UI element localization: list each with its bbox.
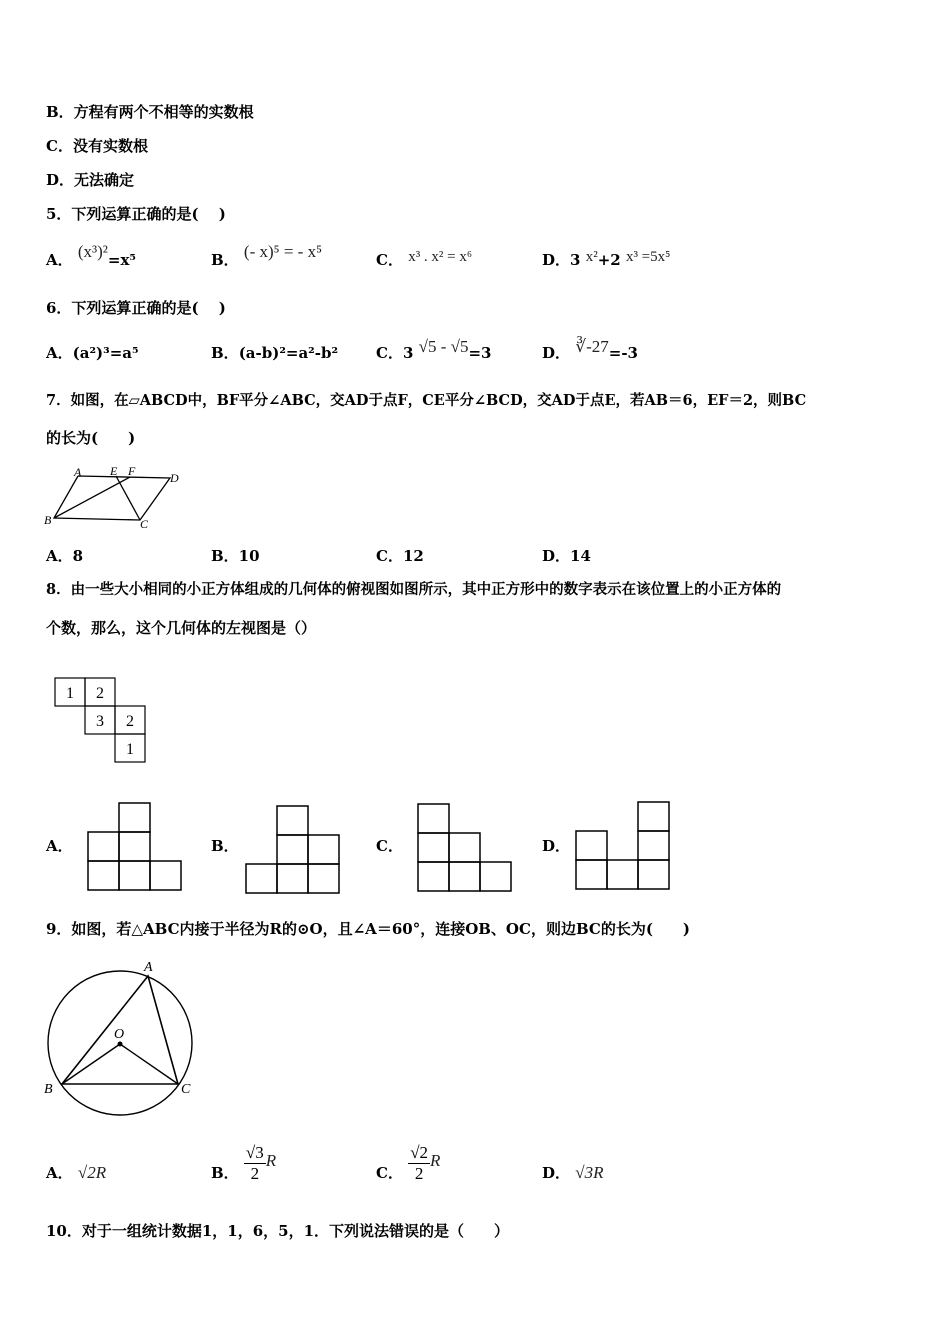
math-rhs: =x⁵ xyxy=(107,251,136,269)
q9-option-c xyxy=(376,1142,441,1184)
q5-stem: 5．下列运算正确的是( ) xyxy=(46,205,226,223)
math-rhs: =3 xyxy=(468,344,492,362)
math-expr: x² xyxy=(585,249,598,265)
grid-number: 2 xyxy=(96,685,104,702)
q5-option-c xyxy=(376,250,472,271)
q6-option-b xyxy=(211,343,338,363)
option-label: C． xyxy=(376,251,403,269)
math-expr: (a²)³=a⁵ xyxy=(72,344,139,362)
label-b: B xyxy=(44,1082,53,1097)
q10-stem: 10．对于一组统计数据1，1，6，5，1．下列说法错误的是（ ） xyxy=(46,1222,510,1240)
fraction-denominator: 2 xyxy=(250,1163,260,1183)
q6-option-d xyxy=(542,337,638,363)
q4-option-b: B．方程有两个不相等的实数根 xyxy=(46,103,254,121)
option-label: D． xyxy=(542,1164,571,1182)
math-expr: √3R xyxy=(575,1163,604,1182)
label-c: C xyxy=(140,517,149,531)
math-expr: x³ =5x⁵ xyxy=(625,249,671,265)
q8-option-a-label: A． xyxy=(46,837,73,855)
label-e: E xyxy=(110,464,118,478)
option-label: D． xyxy=(542,251,571,269)
math-expr: √2R xyxy=(77,1163,107,1182)
parallelogram-figure xyxy=(40,462,190,532)
math-expr: √5 - √5 xyxy=(418,337,469,356)
q7-option-a: A．8 xyxy=(46,547,84,565)
q7-option-d: D．14 xyxy=(542,547,591,565)
grid-number: 1 xyxy=(66,685,74,702)
q8-option-c-label: C． xyxy=(376,837,403,855)
math-expr: (a-b)²=a²-b² xyxy=(238,344,339,362)
option-label: B． xyxy=(211,251,239,269)
math-expr: x³ . x² = x⁶ xyxy=(408,249,473,265)
option-label: C． xyxy=(376,1164,403,1182)
option-label: A． xyxy=(46,1164,73,1182)
q9-stem: 9．如图，若△ABC内接于半径为R的⊙O，且∠A＝60°，连接OB、OC，则边BC的长为( ) xyxy=(46,920,691,938)
q5-option-b xyxy=(211,242,323,270)
q4-option-c: C．没有实数根 xyxy=(46,137,148,155)
fraction-numerator: √3 xyxy=(245,1142,264,1162)
q8-option-b-label: B． xyxy=(211,837,239,855)
q4-option-d: D．无法确定 xyxy=(46,171,135,189)
q6-option-a xyxy=(46,343,139,363)
option-label: D． xyxy=(542,344,571,362)
math-prefix: 3 xyxy=(570,251,581,269)
label-d: D xyxy=(170,471,179,485)
q7-option-c: C．12 xyxy=(376,547,424,565)
q7-stem-line1: 7．如图，在▱ABCD中，BF平分∠ABC，交AD于点F，CE平分∠BCD，交AD于点E，若AB＝6，EF＝2，则BC xyxy=(46,392,807,409)
label-f: F xyxy=(128,464,136,478)
option-label: A． xyxy=(46,344,73,362)
label-a: A xyxy=(144,960,153,975)
q7-option-b: B．10 xyxy=(211,547,260,565)
fraction xyxy=(244,1143,266,1184)
option-label: C． xyxy=(376,344,403,362)
grid-number: 3 xyxy=(96,713,104,730)
q5-option-a xyxy=(46,242,136,270)
label-o: O xyxy=(114,1027,125,1042)
option-label: A． xyxy=(46,251,73,269)
math-rhs: =-3 xyxy=(608,344,638,362)
option-label: B． xyxy=(211,1164,239,1182)
label-a: A xyxy=(74,465,82,479)
grid-number: 1 xyxy=(126,741,134,758)
q8-option-d-label: D． xyxy=(542,837,571,855)
q7-stem-line2: 的长为( ) xyxy=(46,429,136,447)
grid-number: 2 xyxy=(126,713,134,730)
top-view-grid xyxy=(53,676,149,766)
math-prefix: 3 xyxy=(402,344,414,362)
math-mid: +2 xyxy=(597,251,621,269)
math-expr: ∛-27 xyxy=(575,337,609,356)
q8-stem-line2: 个数，那么，这个几何体的左视图是（） xyxy=(46,619,317,637)
label-b: B xyxy=(44,513,52,527)
option-label: B． xyxy=(211,344,239,362)
q5-option-d xyxy=(542,250,670,271)
q8-option-c-figure xyxy=(416,802,514,894)
math-var: R xyxy=(430,1151,441,1170)
label-c: C xyxy=(181,1082,191,1097)
q6-option-c xyxy=(376,337,492,363)
fraction-numerator: √2 xyxy=(410,1142,429,1162)
math-expr: (x³)² xyxy=(77,242,108,261)
q6-stem: 6．下列运算正确的是( ) xyxy=(46,299,226,317)
q9-option-d xyxy=(542,1163,603,1183)
q8-option-a-figure xyxy=(86,801,184,893)
math-expr: (- x)⁵ = - x⁵ xyxy=(243,242,323,261)
q9-option-a xyxy=(46,1163,106,1183)
circle-triangle-figure xyxy=(40,956,200,1122)
fraction-denominator: 2 xyxy=(414,1163,424,1183)
q8-option-b-figure xyxy=(244,804,342,896)
q8-option-d-figure xyxy=(574,800,672,892)
q8-stem-line1: 8．由一些大小相同的小正方体组成的几何体的俯视图如图所示，其中正方形中的数字表示在该位置上的小正方体的 xyxy=(46,581,782,598)
fraction xyxy=(408,1143,430,1184)
q9-option-b xyxy=(211,1142,277,1184)
math-var: R xyxy=(265,1151,277,1170)
